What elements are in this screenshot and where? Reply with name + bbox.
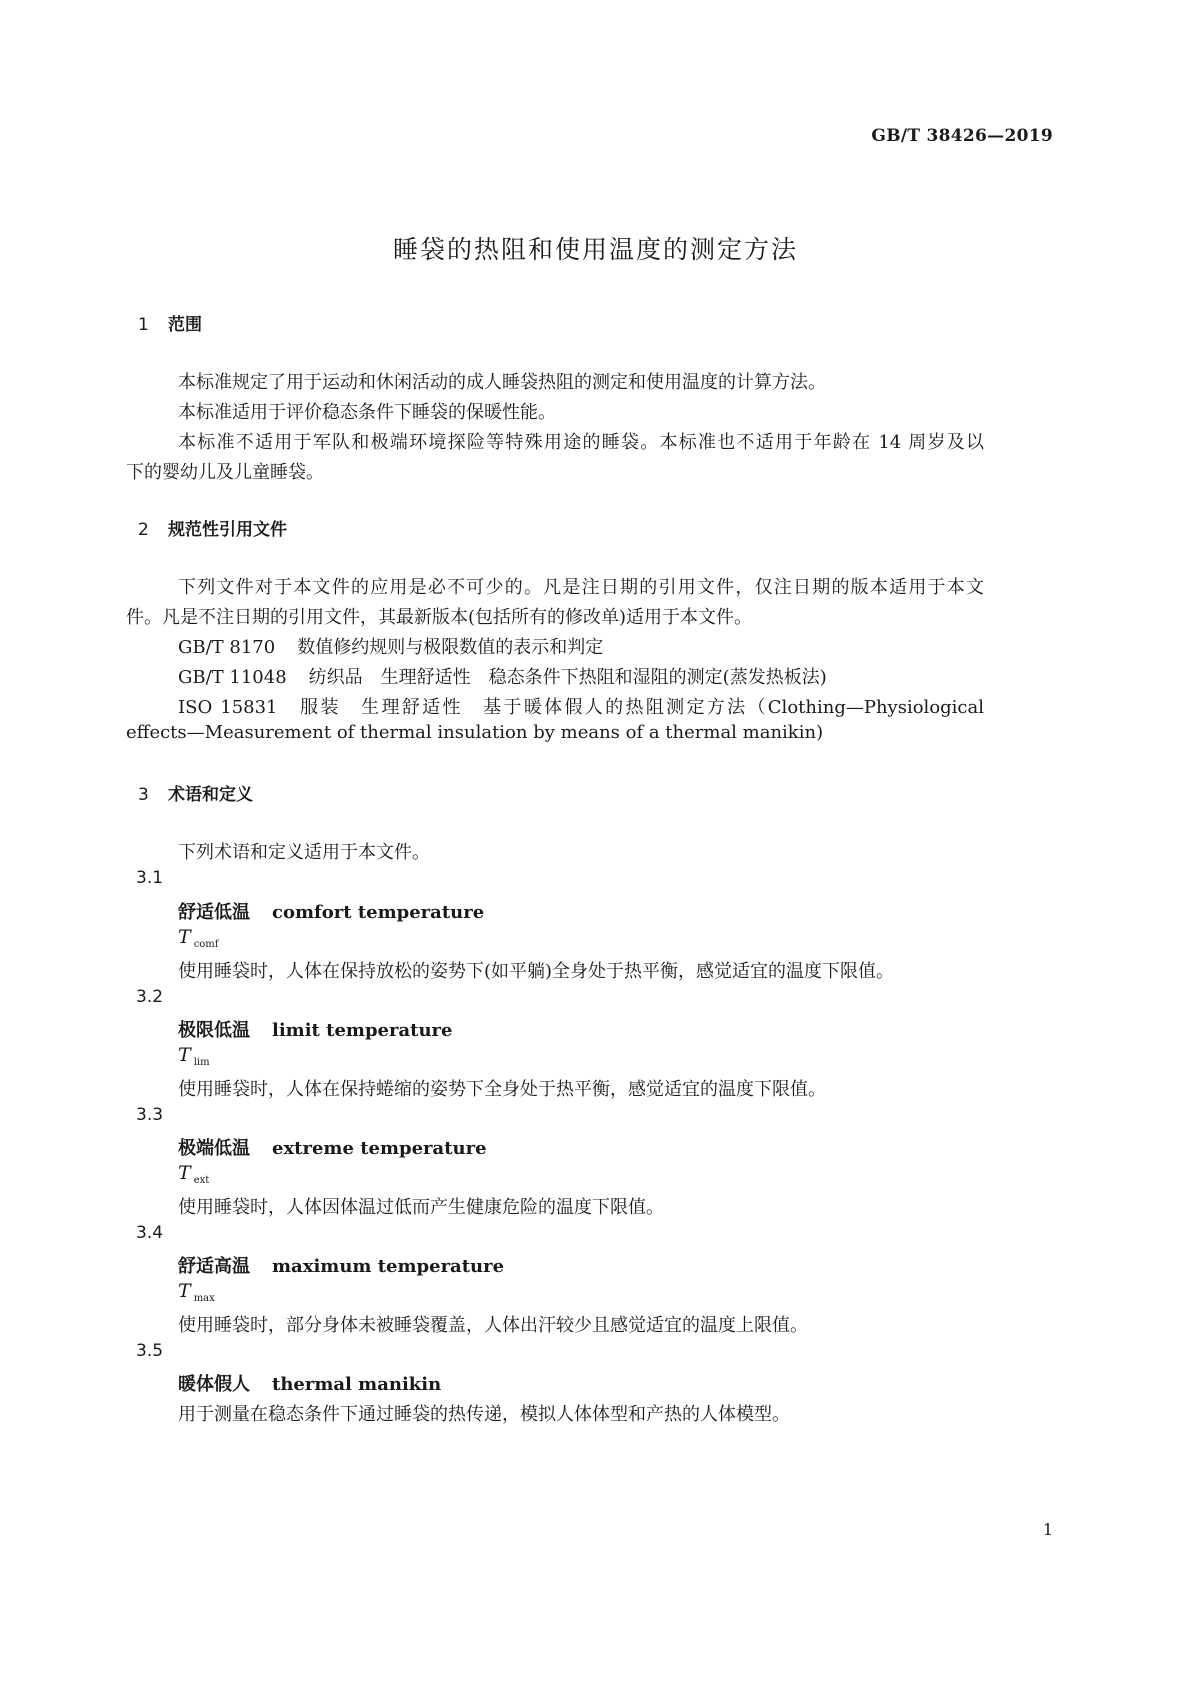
term-name (178, 1370, 441, 1396)
term-name-en: extreme temperature (272, 1138, 487, 1159)
symbol-subscript: max (193, 1293, 215, 1304)
term-number: 3.2 (136, 987, 164, 1007)
term-symbol (178, 1280, 215, 1304)
term-definition: 用于测量在稳态条件下通过睡袋的热传递，模拟人体体型和产热的人体模型。 (178, 1404, 790, 1425)
section-1-paragraph-1: 本标准规定了用于运动和休闲活动的成人睡袋热阻的测定和使用温度的计算方法。 (178, 372, 826, 393)
page-number: 1 (1042, 1520, 1053, 1539)
term-name (178, 1252, 504, 1278)
section-1-paragraph-2: 本标准适用于评价稳态条件下睡袋的保暖性能。 (178, 402, 556, 423)
term-definition: 使用睡袋时，部分身体未被睡袋覆盖，人体出汗较少且感觉适宜的温度上限值。 (178, 1315, 808, 1336)
standard-code: GB/T 38426—2019 (871, 126, 1053, 146)
term-name-zh: 暖体假人 (178, 1374, 250, 1395)
term-name-zh: 极限低温 (178, 1020, 250, 1041)
symbol-subscript: comf (193, 939, 219, 950)
term-symbol (178, 926, 219, 950)
section-1-heading (138, 310, 202, 335)
reference-title: 数值修约规则与极限数值的表示和判定 (297, 637, 604, 658)
term-name-zh: 舒适低温 (178, 902, 250, 923)
section-3-heading (138, 780, 253, 805)
term-number: 3.4 (136, 1223, 164, 1243)
term-name-zh: 极端低温 (178, 1138, 250, 1159)
term-name-zh: 舒适高温 (178, 1256, 250, 1277)
term-number: 3.3 (136, 1105, 164, 1125)
term-name-en: limit temperature (272, 1020, 453, 1041)
symbol-letter: T (178, 1162, 191, 1184)
section-1-paragraph-3-line-1: 本标准不适用于军队和极端环境探险等特殊用途的睡袋。本标准也不适用于年龄在 14 周岁及以 (178, 432, 984, 453)
term-symbol (178, 1162, 209, 1186)
section-2-paragraph-line-1: 下列文件对于本文件的应用是必不可少的。凡是注日期的引用文件，仅注日期的版本适用于本文 (178, 577, 984, 598)
term-name-en: thermal manikin (272, 1374, 442, 1395)
iso-reference-line-1: ISO 15831 服装 生理舒适性 基于暖体假人的热阻测定方法（Clothing—Physiological (178, 697, 984, 718)
reference-code: GB/T 8170 (178, 637, 276, 658)
section-3-number: 3 (138, 785, 149, 805)
term-definition: 使用睡袋时，人体在保持蜷缩的姿势下全身处于热平衡，感觉适宜的温度下限值。 (178, 1079, 826, 1100)
section-1-number: 1 (138, 315, 149, 335)
reference-item (178, 633, 603, 659)
symbol-subscript: ext (193, 1175, 210, 1186)
symbol-subscript: lim (193, 1057, 210, 1068)
symbol-letter: T (178, 1280, 191, 1302)
term-number: 3.1 (136, 868, 164, 888)
document-title: 睡袋的热阻和使用温度的测定方法 (392, 235, 798, 264)
section-2-title: 规范性引用文件 (168, 520, 287, 540)
section-2-number: 2 (138, 520, 149, 540)
section-3-title: 术语和定义 (168, 785, 253, 805)
section-2-heading (138, 515, 287, 540)
term-definition: 使用睡袋时，人体在保持放松的姿势下(如平躺)全身处于热平衡，感觉适宜的温度下限值。 (178, 961, 895, 982)
term-name (178, 1016, 452, 1042)
term-name-en: comfort temperature (272, 902, 485, 923)
reference-item (178, 663, 827, 689)
term-definition: 使用睡袋时，人体因体温过低而产生健康危险的温度下限值。 (178, 1197, 664, 1218)
section-1-paragraph-3-line-2: 下的婴幼儿及儿童睡袋。 (126, 462, 324, 483)
section-1-title: 范围 (168, 315, 202, 335)
reference-title: 纺织品 生理舒适性 稳态条件下热阻和湿阻的测定(蒸发热板法) (308, 667, 827, 688)
iso-reference-line-2: effects—Measurement of thermal insulation by means of a thermal manikin) (126, 722, 824, 743)
term-symbol (178, 1044, 210, 1068)
term-number: 3.5 (136, 1341, 164, 1361)
section-3-intro: 下列术语和定义适用于本文件。 (178, 842, 430, 863)
symbol-letter: T (178, 1044, 191, 1066)
symbol-letter: T (178, 926, 191, 948)
term-name-en: maximum temperature (272, 1256, 505, 1277)
section-2-paragraph-line-2: 件。凡是不注日期的引用文件，其最新版本(包括所有的修改单)适用于本文件。 (126, 607, 753, 628)
term-name (178, 898, 484, 924)
reference-code: GB/T 11048 (178, 667, 287, 688)
term-name (178, 1134, 487, 1160)
